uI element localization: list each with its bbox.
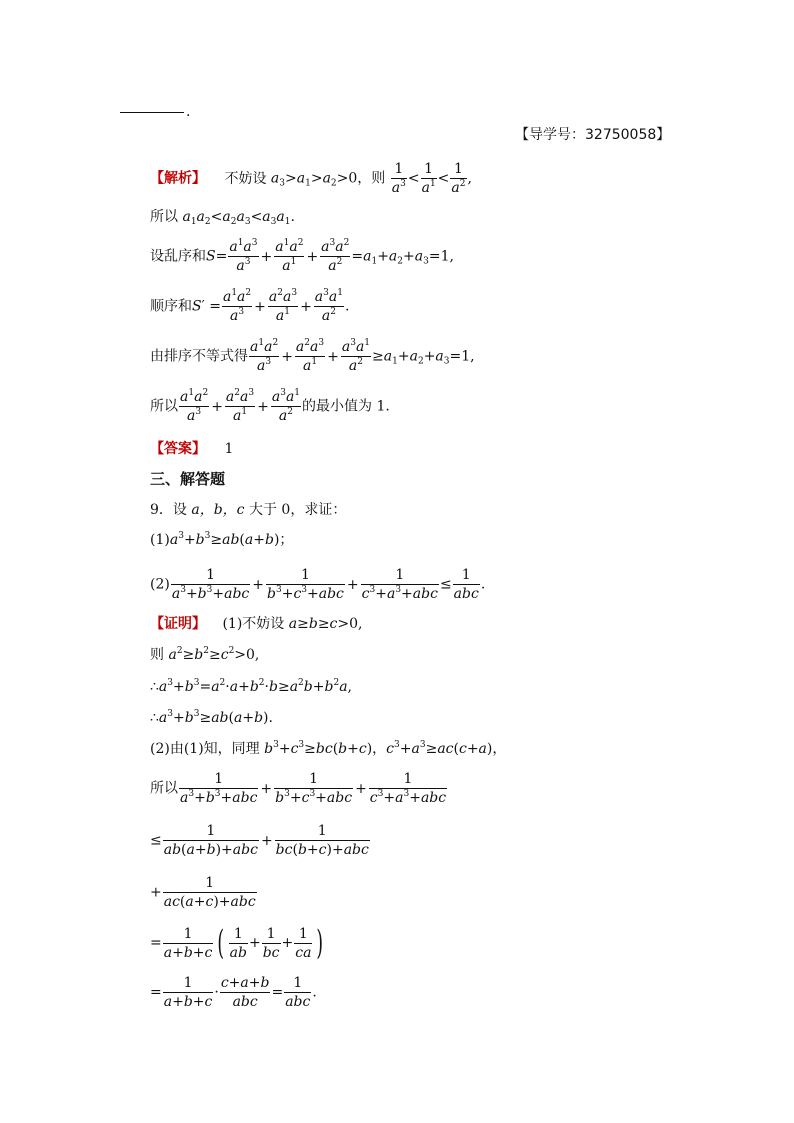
proof-line-3: $\therefore a^3+b^3=a^2\cdot a+b^2\cdot b\ge a^2b+b^2a$, xyxy=(150,678,352,695)
proof-line-9: = $\frac{1}{a+b+c}$ ( $\frac{1}{ab}$ + $\frac{1}{bc}$ + $\frac{1}{ca}$ ) xyxy=(150,923,324,963)
problem-9-stem: 9．设 a，b，c 大于 0，求证： xyxy=(150,502,347,518)
proof-line-1: 【证明】 (1)不妨设 a≥b≥c>0, xyxy=(150,616,363,632)
blank-period: . xyxy=(186,104,191,120)
proof-tag: 【证明】 xyxy=(150,616,206,632)
analysis-line-3: 设乱序和S= $\frac{a^1a^3}{a^3}$ + $\frac{a^1a^2}{a^1}$ + $\frac{a^3a^2}{a^2}$ $=a_1+a_2+a_3=1$, xyxy=(150,238,454,274)
proof-line-5: (2)由(1)知，同理 $b^3+c^3\ge bc(b+c)$，$c^3+a^3\ge ac(c+a)$， xyxy=(150,740,507,757)
analysis-tag: 【解析】 xyxy=(150,170,206,187)
analysis-line-6: 所以 $\frac{a^1a^2}{a^3}$ + $\frac{a^2a^3}{a^1}$ + $\frac{a^3a^1}{a^2}$ 的最小值为 1. xyxy=(150,388,390,424)
problem-9-part-2: (2) 1 $a^3+b^3+abc$ + 1 $b^3+c^3+abc$ + 1 $c^3+a^3+abc$ ≤ 1 abc . xyxy=(150,567,486,602)
section-title: 三、解答题 xyxy=(150,470,226,488)
analysis-line-1: 【解析】 不妨设 $a_3>a_1>a_2>0$，则 $\frac{1}{a^3}$ < $\frac{1}{a^1}$ < $\frac{1}{a^2}$ , xyxy=(150,161,472,196)
reference-number: 【导学号：32750058】 xyxy=(515,127,671,143)
proof-line-8: + 1 ac(a+c)+abc xyxy=(150,875,256,910)
proof-line-6: 所以 1 $a^3+b^3+abc$ + 1 $b^3+c^3+abc$ + 1 $c^3+a^3+abc$ xyxy=(150,771,447,806)
proof-line-4: $\therefore a^3+b^3\ge ab(a+b)$. xyxy=(150,709,273,726)
proof-line-10: = $\frac{1}{a+b+c}$ · c+a+b abc = 1 abc . xyxy=(150,975,317,1010)
proof-line-7: ≤ 1 ab(a+b)+abc + 1 bc(b+c)+abc xyxy=(150,823,369,858)
answer-tag: 【答案】 xyxy=(150,441,206,457)
proof-line-2: 则 $a^2\ge b^2\ge c^2>0$, xyxy=(150,646,260,663)
analysis-line-4: 顺序和S′ = $\frac{a^1a^2}{a^3}$ + $\frac{a^2a^3}{a^1}$ + $\frac{a^3a^1}{a^2}$ . xyxy=(150,288,350,324)
problem-9-part-1: $(1)a^3+b^3\ge ab(a+b)$； xyxy=(150,531,294,548)
analysis-line-5: 由排序不等式得 $\frac{a^1a^2}{a^3}$ + $\frac{a^2a^3}{a^1}$ + $\frac{a^3a^1}{a^2}$ $\ge a_1+a_2+a_3=1$, xyxy=(150,338,475,374)
answer-blank xyxy=(120,112,184,113)
answer-line xyxy=(150,442,233,456)
analysis-line-2: 所以 $a_1a_2<a_2a_3<a_3a_1$. xyxy=(150,209,295,227)
answer-value: 1 xyxy=(224,441,234,457)
